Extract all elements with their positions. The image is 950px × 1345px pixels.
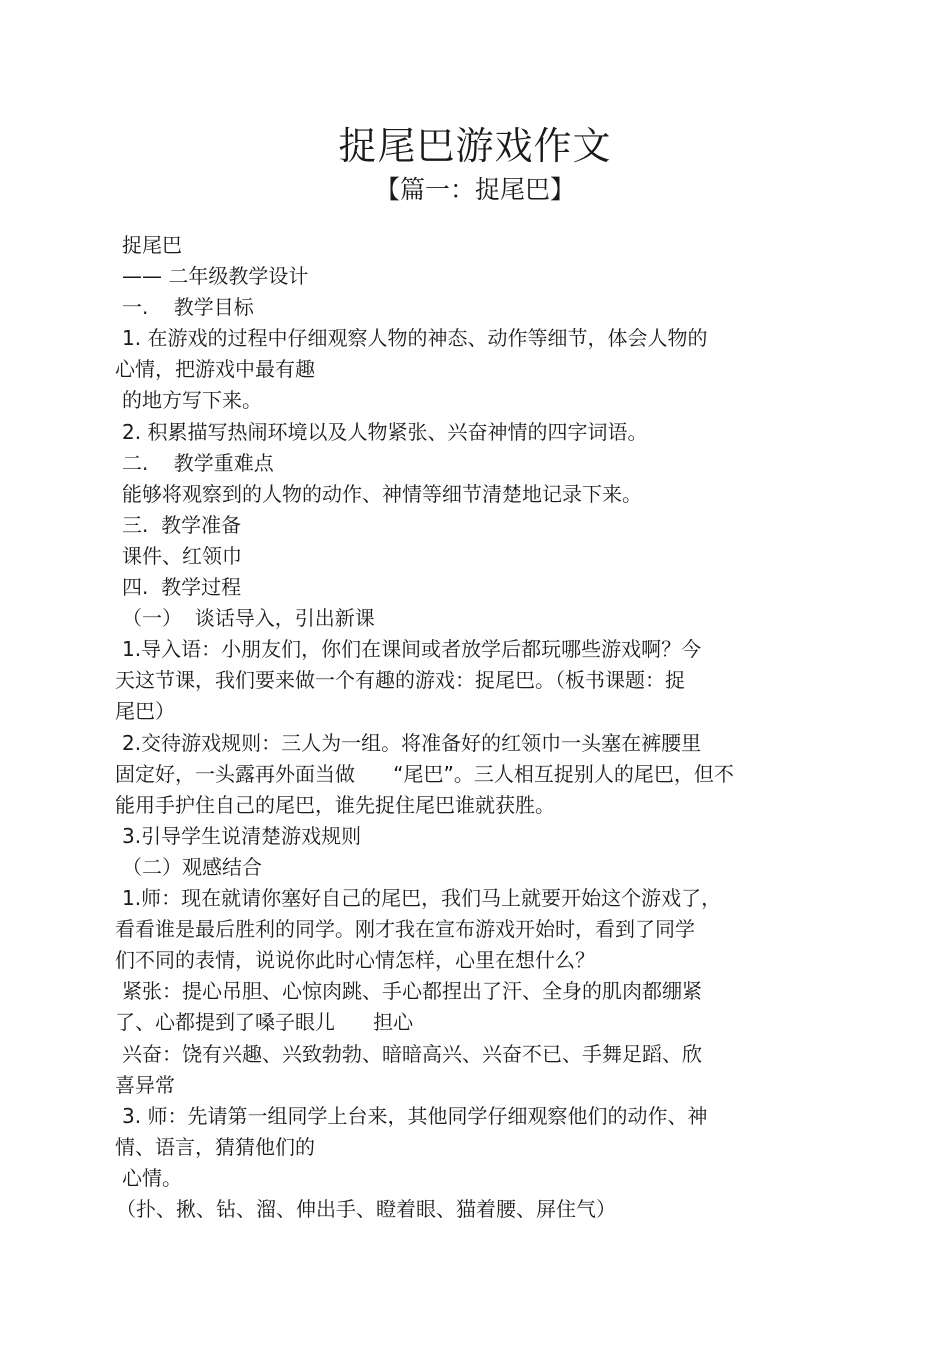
body-line: 能用手护住自己的尾巴，谁先捉住尾巴谁就获胜。 bbox=[115, 793, 555, 817]
body-line: 紧张：提心吊胆、心惊肉跳、手心都捏出了汗、全身的肌肉都绷紧 bbox=[122, 979, 702, 1003]
document-subtitle: 【篇一：捉尾巴】 bbox=[374, 175, 575, 204]
body-line: 兴奋：饶有兴趣、兴致勃勃、暗暗高兴、兴奋不已、手舞足蹈、欣 bbox=[122, 1042, 702, 1066]
body-line: 了、心都提到了嗓子眼儿 担心 bbox=[115, 1010, 414, 1034]
body-line: —— 二年级教学设计 bbox=[122, 264, 309, 288]
body-line: （扑、揪、钻、溜、伸出手、瞪着眼、猫着腰、屏住气） bbox=[116, 1197, 616, 1221]
body-line: 能够将观察到的人物的动作、神情等细节清楚地记录下来。 bbox=[122, 482, 642, 506]
body-line: 2.交待游戏规则：三人为一组。将准备好的红领巾一头塞在裤腰里 bbox=[122, 731, 702, 755]
body-line: 三. 教学准备 bbox=[122, 513, 242, 537]
body-line: 一. 教学目标 bbox=[122, 295, 254, 319]
body-line: 1.师：现在就请你塞好自己的尾巴，我们马上就要开始这个游戏了， bbox=[122, 886, 722, 910]
body-line: 二. 教学重难点 bbox=[122, 451, 274, 475]
body-line: 尾巴） bbox=[115, 699, 175, 723]
body-line: 捉尾巴 bbox=[122, 233, 182, 257]
body-line: 固定好，一头露再外面当做 “尾巴”。三人相互捉别人的尾巴，但不 bbox=[115, 762, 734, 786]
body-line: 心情。 bbox=[122, 1166, 182, 1190]
body-line: （一） 谈话导入，引出新课 bbox=[122, 606, 375, 630]
body-line: 天这节课，我们要来做一个有趣的游戏：捉尾巴。（板书课题：捉 bbox=[115, 668, 685, 692]
body-line: 的地方写下来。 bbox=[122, 388, 262, 412]
body-line: 们不同的表情，说说你此时心情怎样，心里在想什么？ bbox=[115, 948, 595, 972]
body-line: 课件、红领巾 bbox=[122, 544, 242, 568]
body-line: 喜异常 bbox=[115, 1073, 175, 1097]
body-line: 四. 教学过程 bbox=[122, 575, 242, 599]
body-line: 看看谁是最后胜利的同学。刚才我在宣布游戏开始时，看到了同学 bbox=[115, 917, 695, 941]
body-line: 心情，把游戏中最有趣 bbox=[115, 357, 315, 381]
body-line: 1. 在游戏的过程中仔细观察人物的神态、动作等细节，体会人物的 bbox=[122, 326, 708, 350]
body-line: 1.导入语：小朋友们，你们在课间或者放学后都玩哪些游戏啊？今 bbox=[122, 637, 702, 661]
document-title: 捉尾巴游戏作文 bbox=[338, 124, 612, 168]
body-line: 2. 积累描写热闹环境以及人物紧张、兴奋神情的四字词语。 bbox=[122, 420, 648, 444]
body-line: （二）观感结合 bbox=[122, 855, 262, 879]
body-line: 3.引导学生说清楚游戏规则 bbox=[122, 824, 362, 848]
body-line: 情、语言，猜猜他们的 bbox=[115, 1135, 315, 1159]
body-line: 3. 师：先请第一组同学上台来，其他同学仔细观察他们的动作、神 bbox=[122, 1104, 708, 1128]
